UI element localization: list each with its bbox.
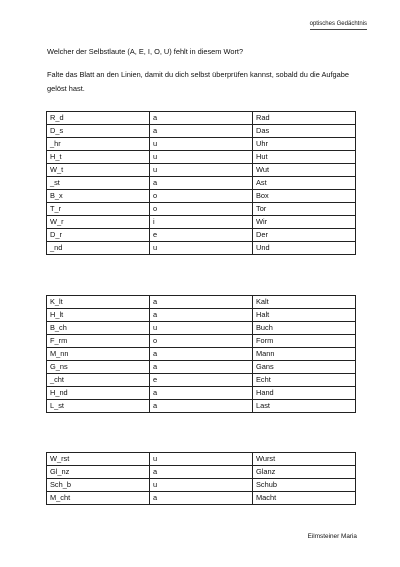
- missing-vowel-cell: a: [150, 492, 253, 505]
- table-row: [47, 190, 356, 203]
- table-row: [47, 216, 356, 229]
- full-word-cell: Form: [253, 335, 356, 348]
- table-row: [47, 400, 356, 413]
- missing-vowel-cell: o: [150, 190, 253, 203]
- gap-word-cell: W_r: [47, 216, 150, 229]
- gap-word-cell: _nd: [47, 242, 150, 255]
- gap-word-cell: W_rst: [47, 453, 150, 466]
- gap-word-cell: Sch_b: [47, 479, 150, 492]
- full-word-cell: Uhr: [253, 138, 356, 151]
- table-row: [47, 203, 356, 216]
- table-row: [47, 374, 356, 387]
- missing-vowel-cell: e: [150, 374, 253, 387]
- table-row: [47, 322, 356, 335]
- table-row: [47, 177, 356, 190]
- missing-vowel-cell: u: [150, 138, 253, 151]
- gap-word-cell: W_t: [47, 164, 150, 177]
- missing-vowel-cell: u: [150, 164, 253, 177]
- gap-word-cell: _st: [47, 177, 150, 190]
- word-table-2: [46, 295, 356, 413]
- gap-word-cell: F_rm: [47, 335, 150, 348]
- gap-word-cell: M_cht: [47, 492, 150, 505]
- full-word-cell: Und: [253, 242, 356, 255]
- full-word-cell: Ast: [253, 177, 356, 190]
- full-word-cell: Glanz: [253, 466, 356, 479]
- missing-vowel-cell: a: [150, 400, 253, 413]
- full-word-cell: Last: [253, 400, 356, 413]
- missing-vowel-cell: u: [150, 242, 253, 255]
- missing-vowel-cell: u: [150, 151, 253, 164]
- full-word-cell: Schub: [253, 479, 356, 492]
- gap-word-cell: H_nd: [47, 387, 150, 400]
- full-word-cell: Gans: [253, 361, 356, 374]
- table-row: [47, 125, 356, 138]
- full-word-cell: Kalt: [253, 296, 356, 309]
- missing-vowel-cell: i: [150, 216, 253, 229]
- full-word-cell: Echt: [253, 374, 356, 387]
- table-row: [47, 335, 356, 348]
- full-word-cell: Buch: [253, 322, 356, 335]
- full-word-cell: Das: [253, 125, 356, 138]
- gap-word-cell: K_lt: [47, 296, 150, 309]
- full-word-cell: Macht: [253, 492, 356, 505]
- full-word-cell: Rad: [253, 112, 356, 125]
- table-row: [47, 164, 356, 177]
- gap-word-cell: R_d: [47, 112, 150, 125]
- full-word-cell: Wir: [253, 216, 356, 229]
- missing-vowel-cell: e: [150, 229, 253, 242]
- missing-vowel-cell: a: [150, 466, 253, 479]
- missing-vowel-cell: a: [150, 112, 253, 125]
- missing-vowel-cell: a: [150, 296, 253, 309]
- missing-vowel-cell: a: [150, 177, 253, 190]
- full-word-cell: Box: [253, 190, 356, 203]
- question-text: Welcher der Selbstlaute (A, E, I, O, U) fehlt in diesem Wort?: [47, 47, 244, 56]
- missing-vowel-cell: o: [150, 203, 253, 216]
- gap-word-cell: B_ch: [47, 322, 150, 335]
- missing-vowel-cell: a: [150, 387, 253, 400]
- gap-word-cell: G_ns: [47, 361, 150, 374]
- gap-word-cell: T_r: [47, 203, 150, 216]
- full-word-cell: Mann: [253, 348, 356, 361]
- word-table-1: [46, 111, 356, 255]
- gap-word-cell: _hr: [47, 138, 150, 151]
- table-row: [47, 387, 356, 400]
- missing-vowel-cell: u: [150, 453, 253, 466]
- full-word-cell: Wurst: [253, 453, 356, 466]
- gap-word-cell: B_x: [47, 190, 150, 203]
- missing-vowel-cell: u: [150, 479, 253, 492]
- missing-vowel-cell: o: [150, 335, 253, 348]
- missing-vowel-cell: a: [150, 125, 253, 138]
- gap-word-cell: L_st: [47, 400, 150, 413]
- full-word-cell: Halt: [253, 309, 356, 322]
- missing-vowel-cell: a: [150, 361, 253, 374]
- table-row: [47, 296, 356, 309]
- header-label: optisches Gedächtnis: [310, 21, 367, 30]
- full-word-cell: Der: [253, 229, 356, 242]
- table-row: [47, 138, 356, 151]
- gap-word-cell: H_t: [47, 151, 150, 164]
- missing-vowel-cell: a: [150, 348, 253, 361]
- table-row: [47, 466, 356, 479]
- table-row: [47, 242, 356, 255]
- word-table-3: [46, 452, 356, 505]
- missing-vowel-cell: u: [150, 322, 253, 335]
- gap-word-cell: D_r: [47, 229, 150, 242]
- table-row: [47, 492, 356, 505]
- full-word-cell: Wut: [253, 164, 356, 177]
- table-row: [47, 151, 356, 164]
- full-word-cell: Hand: [253, 387, 356, 400]
- table-row: [47, 453, 356, 466]
- full-word-cell: Hut: [253, 151, 356, 164]
- gap-word-cell: _cht: [47, 374, 150, 387]
- table-row: [47, 348, 356, 361]
- table-row: [47, 112, 356, 125]
- missing-vowel-cell: a: [150, 309, 253, 322]
- table-row: [47, 309, 356, 322]
- gap-word-cell: M_nn: [47, 348, 150, 361]
- gap-word-cell: D_s: [47, 125, 150, 138]
- table-row: [47, 361, 356, 374]
- gap-word-cell: Gl_nz: [47, 466, 150, 479]
- table-row: [47, 229, 356, 242]
- table-row: [47, 479, 356, 492]
- instruction-text: Falte das Blatt an den Linien, damit du dich selbst überprüfen kannst, sobald du die Aufgabe gelöst hast.: [47, 70, 349, 93]
- full-word-cell: Tor: [253, 203, 356, 216]
- footer-author: Eilmsteiner Maria: [307, 533, 357, 540]
- gap-word-cell: H_lt: [47, 309, 150, 322]
